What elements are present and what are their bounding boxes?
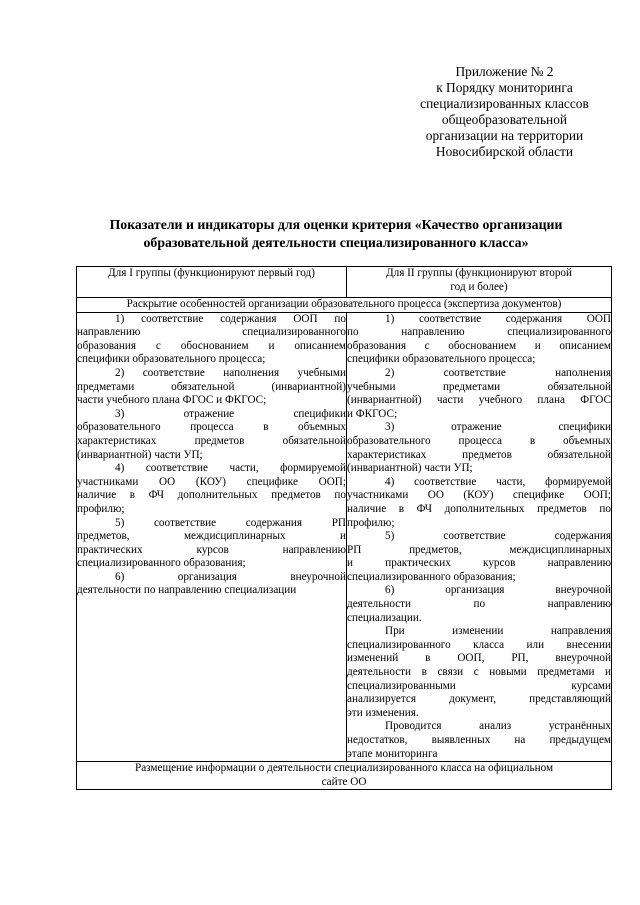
text-line: 3) отражение специфики bbox=[115, 407, 346, 420]
column-header-group-1: Для I группы (функционируют первый год) bbox=[77, 267, 347, 298]
indicator-paragraph bbox=[347, 421, 611, 475]
text-line: специфики образовательного процесса; bbox=[347, 353, 536, 366]
text-line: При изменении направления bbox=[385, 625, 611, 638]
text-line: образовательного процесса в объемных bbox=[77, 421, 346, 434]
text-line: 1) соответствие содержания ООП bbox=[385, 312, 611, 325]
text-line: 5) соответствие содержания РП bbox=[115, 516, 346, 529]
indicator-paragraph bbox=[77, 571, 346, 598]
text-line: образования с обоснованием и описанием bbox=[347, 339, 611, 352]
text-line: специализированными курсами bbox=[347, 679, 611, 692]
text-line: по направлению специализированного bbox=[347, 326, 611, 339]
text-line: эти изменения. bbox=[347, 706, 419, 719]
section-row bbox=[77, 762, 612, 790]
text-line: недостатков, выявленных на предыдущем bbox=[347, 734, 611, 746]
text-line: наличие в ФЧ дополнительных предметов по bbox=[77, 489, 346, 502]
title-line: Показатели и индикаторы для оценки критерия «Качество организации bbox=[109, 217, 563, 232]
text-line: 6) организация внеурочной bbox=[115, 570, 346, 583]
text-line: деятельности по направлению bbox=[347, 598, 611, 611]
appendix-line: общеобразовательной bbox=[441, 112, 568, 127]
appendix-line: Новосибирской области bbox=[435, 144, 574, 159]
section-line: Размещение информации о деятельности специализированного класса на официальном bbox=[134, 762, 554, 775]
indicator-paragraph bbox=[347, 584, 611, 625]
text-line: предметами обязательной (инвариантной) bbox=[77, 380, 346, 393]
text-line: 2) соответствие наполнения bbox=[385, 366, 611, 379]
text-line: характеристиках предметов обязательной bbox=[347, 448, 611, 461]
indicator-paragraph bbox=[77, 408, 346, 462]
text-line: 2) соответствие наполнения учебными bbox=[115, 366, 346, 379]
indicator-paragraph bbox=[77, 517, 346, 571]
section-row bbox=[77, 298, 612, 313]
header-line: Для II группы (функционируют второй bbox=[385, 267, 573, 279]
text-line: этапе мониторинга bbox=[347, 747, 438, 760]
appendix-line: организации на территории bbox=[425, 128, 584, 143]
text-line: предметов, междисциплинарных и bbox=[77, 530, 346, 543]
text-line: 3) отражение специфики bbox=[385, 421, 611, 434]
text-line: специализированного образования; bbox=[77, 557, 246, 570]
text-line: 5) соответствие содержания bbox=[385, 530, 611, 543]
text-line: профилю; bbox=[347, 516, 395, 529]
text-line: (инвариантной) части УП; bbox=[77, 448, 203, 461]
title-line: образовательной деятельности специализированного класса» bbox=[143, 234, 529, 250]
text-line: Проводится анализ устранённых bbox=[385, 720, 611, 733]
header-line: год и более) bbox=[450, 280, 508, 293]
text-line: учебными предметами обязательной bbox=[347, 380, 611, 393]
text-line: практических курсов направлению bbox=[77, 543, 346, 556]
appendix-line: к Порядку мониторинга bbox=[436, 80, 573, 95]
appendix-reference bbox=[392, 64, 617, 160]
text-line: анализируется документ, представляющий bbox=[347, 693, 611, 706]
text-line: образования с обоснованием и описанием bbox=[77, 339, 346, 352]
text-line: 1) соответствие содержания ООП по bbox=[115, 312, 346, 325]
appendix-line: специализированных классов bbox=[420, 96, 589, 111]
text-line: деятельности по направлению специализации bbox=[77, 584, 297, 597]
document-title bbox=[60, 216, 612, 251]
section-line: сайте ОО bbox=[321, 775, 367, 788]
appendix-line: Приложение № 2 bbox=[455, 64, 554, 79]
text-line: и ФКГОС; bbox=[347, 407, 398, 420]
indicator-paragraph bbox=[347, 313, 611, 367]
text-line: участниками ОО (КОУ) специфике ООП; bbox=[347, 489, 611, 502]
indicator-paragraph bbox=[347, 476, 611, 530]
indicator-paragraph bbox=[77, 367, 346, 408]
text-line: деятельности в связи с новыми предметами и bbox=[347, 666, 611, 679]
text-line: специализированного класса или внесении bbox=[347, 638, 611, 651]
text-line: наличие в ФЧ дополнительных предметов по bbox=[347, 502, 611, 515]
text-line: направлению специализированного bbox=[77, 326, 346, 339]
text-line: РП предметов, междисциплинарных bbox=[347, 543, 611, 556]
text-line: изменений в ООП, РП, внеурочной bbox=[347, 652, 611, 665]
indicator-paragraph bbox=[77, 462, 346, 516]
criteria-table bbox=[76, 266, 612, 790]
group-2-indicators bbox=[347, 312, 612, 762]
text-line: характеристиках предметов обязательной bbox=[77, 434, 346, 447]
text-line: 4) соответствие части, формируемой bbox=[385, 475, 611, 488]
text-line: (инвариантной) части учебного плана ФГОС bbox=[347, 394, 611, 407]
text-line: образовательного процесса в объемных bbox=[347, 434, 611, 447]
section-heading-documents: Раскрытие особенностей организации образовательного процесса (экспертиза документов) bbox=[77, 298, 612, 313]
text-line: участниками ОО (КОУ) специфике ООП; bbox=[77, 475, 346, 488]
indicator-paragraph bbox=[347, 625, 611, 720]
indicators-row bbox=[77, 312, 612, 762]
text-line: части учебного плана ФГОС и ФКГОС; bbox=[77, 394, 267, 407]
section-heading-website bbox=[77, 762, 612, 790]
text-line: 6) организация внеурочной bbox=[385, 584, 611, 597]
text-line: и практических курсов направлению bbox=[347, 557, 611, 570]
text-line: профилю; bbox=[77, 502, 125, 515]
table-header-row bbox=[77, 267, 612, 298]
text-line: специфики образовательного процесса; bbox=[77, 353, 266, 366]
indicator-paragraph bbox=[347, 530, 611, 584]
text-line: (инвариантной) части УП; bbox=[347, 462, 473, 475]
indicator-paragraph bbox=[347, 367, 611, 421]
text-line: 4) соответствие части, формируемой bbox=[115, 462, 346, 475]
indicator-paragraph bbox=[347, 720, 611, 761]
group-1-indicators bbox=[77, 312, 347, 762]
column-header-group-2 bbox=[347, 267, 612, 298]
text-line: специализации. bbox=[347, 611, 422, 624]
text-line: специализированного образования; bbox=[347, 570, 516, 583]
indicator-paragraph bbox=[77, 313, 346, 367]
